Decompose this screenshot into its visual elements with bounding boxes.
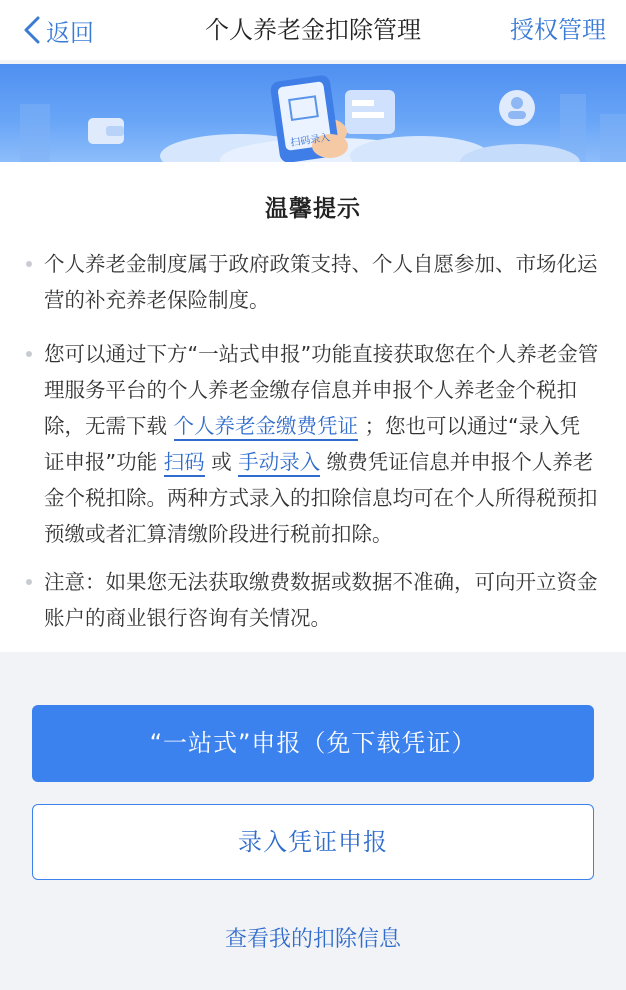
authorization-management-button[interactable]: 授权管理 xyxy=(510,16,606,44)
tip-text-part1: 您可以通过下方“一站式申报”功能直接获取您在个人养老金管理服务平台的个人养老金缴存信息并申报个人养老金个税扣除，无需下载 xyxy=(44,342,599,438)
manual-entry-link[interactable]: 手动录入 xyxy=(238,450,320,477)
tip-item-1 xyxy=(44,246,600,318)
scan-code-link[interactable]: 扫码 xyxy=(164,450,205,477)
wallet-icon xyxy=(88,118,124,144)
enter-voucher-declare-button[interactable]: 录入凭证申报 xyxy=(32,804,594,880)
one-stop-declare-button[interactable]: “一站式”申报（免下载凭证） xyxy=(32,705,594,782)
tip-text: 个人养老金制度属于政府政策支持、个人自愿参加、市场化运营的补充养老保险制度。 xyxy=(44,252,598,312)
user-avatar-icon xyxy=(499,90,535,126)
tip-text-part3: 或 xyxy=(211,450,232,474)
tip-item-2 xyxy=(44,336,600,552)
phone-scan-icon xyxy=(270,74,348,162)
tip-text-part2: ；您也可以通过“录入凭证申报”功能 xyxy=(44,414,581,474)
bullet-dot xyxy=(26,579,32,585)
tips-title: 温馨提示 xyxy=(265,196,361,222)
tip-text: 注意：如果您无法获取缴费数据或数据不准确，可向开立资金账户的商业银行咨询有关情况。 xyxy=(44,570,598,630)
bullet-dot xyxy=(26,351,32,357)
pension-voucher-link[interactable]: 个人养老金缴费凭证 xyxy=(174,414,359,441)
bullet-dot xyxy=(26,261,32,267)
banner-illustration xyxy=(0,64,626,162)
tips-panel xyxy=(0,162,626,652)
view-my-deductions-link[interactable]: 查看我的扣除信息 xyxy=(224,927,401,952)
back-label: 返回 xyxy=(46,18,94,47)
tip-text-part4: 缴费凭证信息并申报个人养老金个税扣除。两种方式录入的扣除信息均可在个人所得税预扣预缴或者汇算清缴阶段进行税前扣除。 xyxy=(44,450,598,546)
nav-bar xyxy=(0,0,626,60)
page-title: 个人养老金扣除管理 xyxy=(205,16,421,44)
tip-item-3 xyxy=(44,564,600,636)
svg-text:扫码录入: 扫码录入 xyxy=(289,132,331,150)
banner xyxy=(0,64,626,162)
